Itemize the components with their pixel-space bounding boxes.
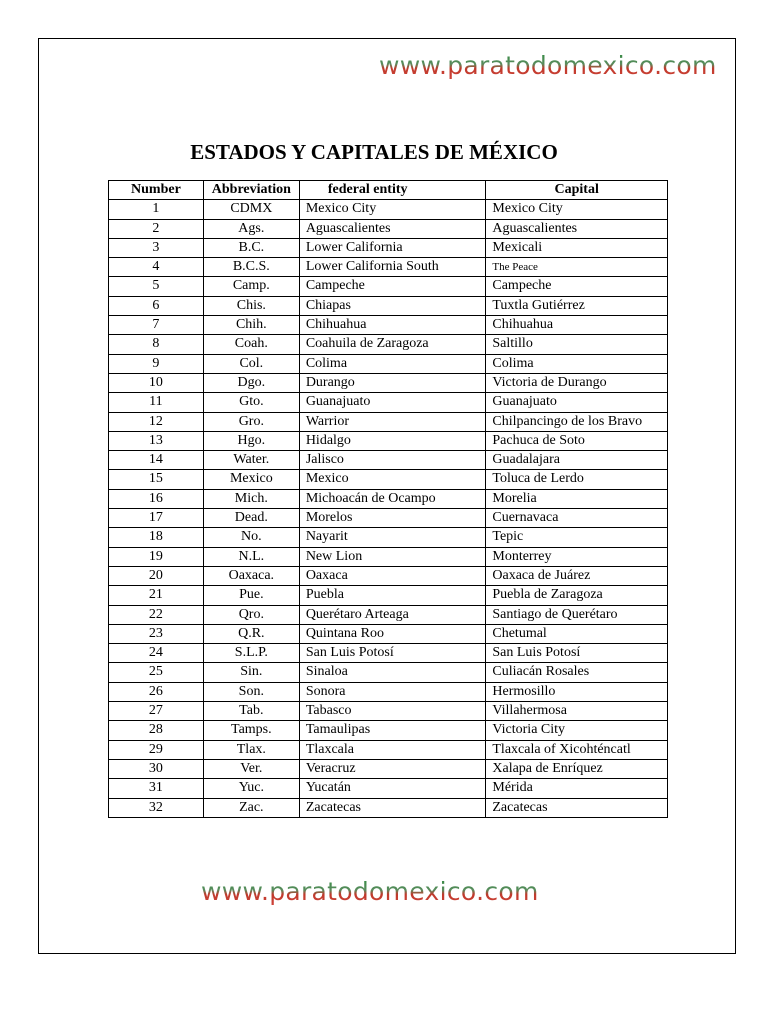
row-federal-entity: Colima <box>299 354 486 373</box>
row-federal-entity: Oaxaca <box>299 566 486 585</box>
row-number: 26 <box>109 682 204 701</box>
row-number: 7 <box>109 316 204 335</box>
row-capital: Colima <box>486 354 668 373</box>
row-abbreviation: B.C.S. <box>203 258 299 277</box>
row-abbreviation: Ags. <box>203 219 299 238</box>
row-abbreviation: Sin. <box>203 663 299 682</box>
table-row <box>109 316 668 335</box>
row-federal-entity: Tamaulipas <box>299 721 486 740</box>
table-row <box>109 605 668 624</box>
row-number: 20 <box>109 566 204 585</box>
header-abbreviation: Abbreviation <box>203 181 299 200</box>
row-federal-entity: Guanajuato <box>299 393 486 412</box>
row-capital: Monterrey <box>486 547 668 566</box>
row-capital: Morelia <box>486 489 668 508</box>
table-row <box>109 373 668 392</box>
row-abbreviation: Water. <box>203 451 299 470</box>
row-federal-entity: Hidalgo <box>299 431 486 450</box>
row-abbreviation: Qro. <box>203 605 299 624</box>
row-abbreviation: Zac. <box>203 798 299 817</box>
row-federal-entity: Sonora <box>299 682 486 701</box>
states-table <box>108 180 668 818</box>
table-row <box>109 451 668 470</box>
row-abbreviation: CDMX <box>203 200 299 219</box>
row-abbreviation: Dgo. <box>203 373 299 392</box>
table-row <box>109 489 668 508</box>
row-abbreviation: Mexico <box>203 470 299 489</box>
row-capital: The Peace <box>486 258 668 277</box>
row-capital: Victoria City <box>486 721 668 740</box>
row-capital: Xalapa de Enríquez <box>486 759 668 778</box>
row-abbreviation: Tamps. <box>203 721 299 740</box>
row-capital: Puebla de Zaragoza <box>486 586 668 605</box>
row-abbreviation: Chis. <box>203 296 299 315</box>
table-row <box>109 335 668 354</box>
row-capital: Zacatecas <box>486 798 668 817</box>
row-number: 29 <box>109 740 204 759</box>
row-federal-entity: Tlaxcala <box>299 740 486 759</box>
row-federal-entity: Durango <box>299 373 486 392</box>
row-federal-entity: Tabasco <box>299 702 486 721</box>
row-abbreviation: Yuc. <box>203 779 299 798</box>
row-abbreviation: Coah. <box>203 335 299 354</box>
row-abbreviation: Q.R. <box>203 624 299 643</box>
row-federal-entity: Zacatecas <box>299 798 486 817</box>
table-row <box>109 431 668 450</box>
row-number: 15 <box>109 470 204 489</box>
row-number: 13 <box>109 431 204 450</box>
row-abbreviation: B.C. <box>203 238 299 257</box>
row-abbreviation: S.L.P. <box>203 644 299 663</box>
table-row <box>109 470 668 489</box>
row-number: 24 <box>109 644 204 663</box>
row-number: 1 <box>109 200 204 219</box>
row-capital: Tlaxcala of Xicohténcatl <box>486 740 668 759</box>
row-federal-entity: Jalisco <box>299 451 486 470</box>
row-capital: Hermosillo <box>486 682 668 701</box>
row-number: 3 <box>109 238 204 257</box>
row-federal-entity: Chiapas <box>299 296 486 315</box>
table-row <box>109 566 668 585</box>
row-federal-entity: Yucatán <box>299 779 486 798</box>
row-abbreviation: Dead. <box>203 509 299 528</box>
row-capital: Villahermosa <box>486 702 668 721</box>
row-capital: Chetumal <box>486 624 668 643</box>
table-row <box>109 759 668 778</box>
header-federal-entity: federal entity <box>299 181 486 200</box>
row-capital: Mexicali <box>486 238 668 257</box>
row-abbreviation: Hgo. <box>203 431 299 450</box>
row-federal-entity: Lower California <box>299 238 486 257</box>
row-abbreviation: Ver. <box>203 759 299 778</box>
table-row <box>109 219 668 238</box>
row-federal-entity: San Luis Potosí <box>299 644 486 663</box>
row-abbreviation: Chih. <box>203 316 299 335</box>
table-row <box>109 798 668 817</box>
row-number: 28 <box>109 721 204 740</box>
row-federal-entity: Puebla <box>299 586 486 605</box>
row-number: 25 <box>109 663 204 682</box>
row-abbreviation: Col. <box>203 354 299 373</box>
table-row <box>109 238 668 257</box>
table-row <box>109 663 668 682</box>
row-federal-entity: Chihuahua <box>299 316 486 335</box>
row-federal-entity: Querétaro Arteaga <box>299 605 486 624</box>
row-capital: Mexico City <box>486 200 668 219</box>
watermark-bottom: www.paratodomexico.com <box>201 877 539 906</box>
row-number: 2 <box>109 219 204 238</box>
row-number: 12 <box>109 412 204 431</box>
watermark-top: www.paratodomexico.com <box>379 51 717 80</box>
table-row <box>109 702 668 721</box>
table-row <box>109 277 668 296</box>
row-federal-entity: Campeche <box>299 277 486 296</box>
row-capital: Campeche <box>486 277 668 296</box>
row-number: 14 <box>109 451 204 470</box>
row-abbreviation: Mich. <box>203 489 299 508</box>
row-capital: Chilpancingo de los Bravo <box>486 412 668 431</box>
row-number: 21 <box>109 586 204 605</box>
row-capital: Chihuahua <box>486 316 668 335</box>
row-number: 10 <box>109 373 204 392</box>
row-number: 17 <box>109 509 204 528</box>
row-capital: Santiago de Querétaro <box>486 605 668 624</box>
row-abbreviation: Camp. <box>203 277 299 296</box>
table-row <box>109 509 668 528</box>
row-federal-entity: Michoacán de Ocampo <box>299 489 486 508</box>
row-capital: Oaxaca de Juárez <box>486 566 668 585</box>
table-row <box>109 586 668 605</box>
row-number: 27 <box>109 702 204 721</box>
table-body <box>109 200 668 818</box>
row-capital: San Luis Potosí <box>486 644 668 663</box>
page-title: ESTADOS Y CAPITALES DE MÉXICO <box>190 140 558 164</box>
table-header-row <box>109 181 668 200</box>
table-row <box>109 682 668 701</box>
table-row <box>109 296 668 315</box>
row-number: 31 <box>109 779 204 798</box>
row-capital: Guanajuato <box>486 393 668 412</box>
row-capital: Pachuca de Soto <box>486 431 668 450</box>
table-row <box>109 200 668 219</box>
row-federal-entity: Morelos <box>299 509 486 528</box>
row-capital: Cuernavaca <box>486 509 668 528</box>
row-federal-entity: Coahuila de Zaragoza <box>299 335 486 354</box>
row-number: 18 <box>109 528 204 547</box>
row-federal-entity: Nayarit <box>299 528 486 547</box>
row-capital: Tuxtla Gutiérrez <box>486 296 668 315</box>
row-abbreviation: Gto. <box>203 393 299 412</box>
row-federal-entity: Mexico <box>299 470 486 489</box>
table-row <box>109 412 668 431</box>
row-abbreviation: Oaxaca. <box>203 566 299 585</box>
row-number: 11 <box>109 393 204 412</box>
row-number: 6 <box>109 296 204 315</box>
row-abbreviation: Tab. <box>203 702 299 721</box>
row-federal-entity: Sinaloa <box>299 663 486 682</box>
row-federal-entity: Mexico City <box>299 200 486 219</box>
row-abbreviation: Tlax. <box>203 740 299 759</box>
row-capital: Aguascalientes <box>486 219 668 238</box>
row-number: 32 <box>109 798 204 817</box>
row-capital: Victoria de Durango <box>486 373 668 392</box>
table-row <box>109 354 668 373</box>
row-capital: Tepic <box>486 528 668 547</box>
row-federal-entity: Lower California South <box>299 258 486 277</box>
row-capital: Mérida <box>486 779 668 798</box>
table-row <box>109 740 668 759</box>
row-abbreviation: Pue. <box>203 586 299 605</box>
document-page <box>38 38 736 954</box>
row-number: 8 <box>109 335 204 354</box>
table-row <box>109 624 668 643</box>
header-capital: Capital <box>486 181 668 200</box>
table-row <box>109 528 668 547</box>
table-row <box>109 644 668 663</box>
row-number: 5 <box>109 277 204 296</box>
row-number: 9 <box>109 354 204 373</box>
table-row <box>109 393 668 412</box>
row-number: 4 <box>109 258 204 277</box>
row-number: 30 <box>109 759 204 778</box>
row-federal-entity: Veracruz <box>299 759 486 778</box>
row-capital: Toluca de Lerdo <box>486 470 668 489</box>
row-number: 22 <box>109 605 204 624</box>
row-federal-entity: Aguascalientes <box>299 219 486 238</box>
row-federal-entity: Quintana Roo <box>299 624 486 643</box>
row-capital: Guadalajara <box>486 451 668 470</box>
header-number: Number <box>109 181 204 200</box>
row-number: 16 <box>109 489 204 508</box>
row-abbreviation: Son. <box>203 682 299 701</box>
row-abbreviation: Gro. <box>203 412 299 431</box>
table-row <box>109 258 668 277</box>
table-row <box>109 779 668 798</box>
table-row <box>109 547 668 566</box>
row-number: 23 <box>109 624 204 643</box>
row-abbreviation: N.L. <box>203 547 299 566</box>
row-capital: Saltillo <box>486 335 668 354</box>
row-federal-entity: New Lion <box>299 547 486 566</box>
row-capital: Culiacán Rosales <box>486 663 668 682</box>
table-row <box>109 721 668 740</box>
row-number: 19 <box>109 547 204 566</box>
row-federal-entity: Warrior <box>299 412 486 431</box>
row-abbreviation: No. <box>203 528 299 547</box>
